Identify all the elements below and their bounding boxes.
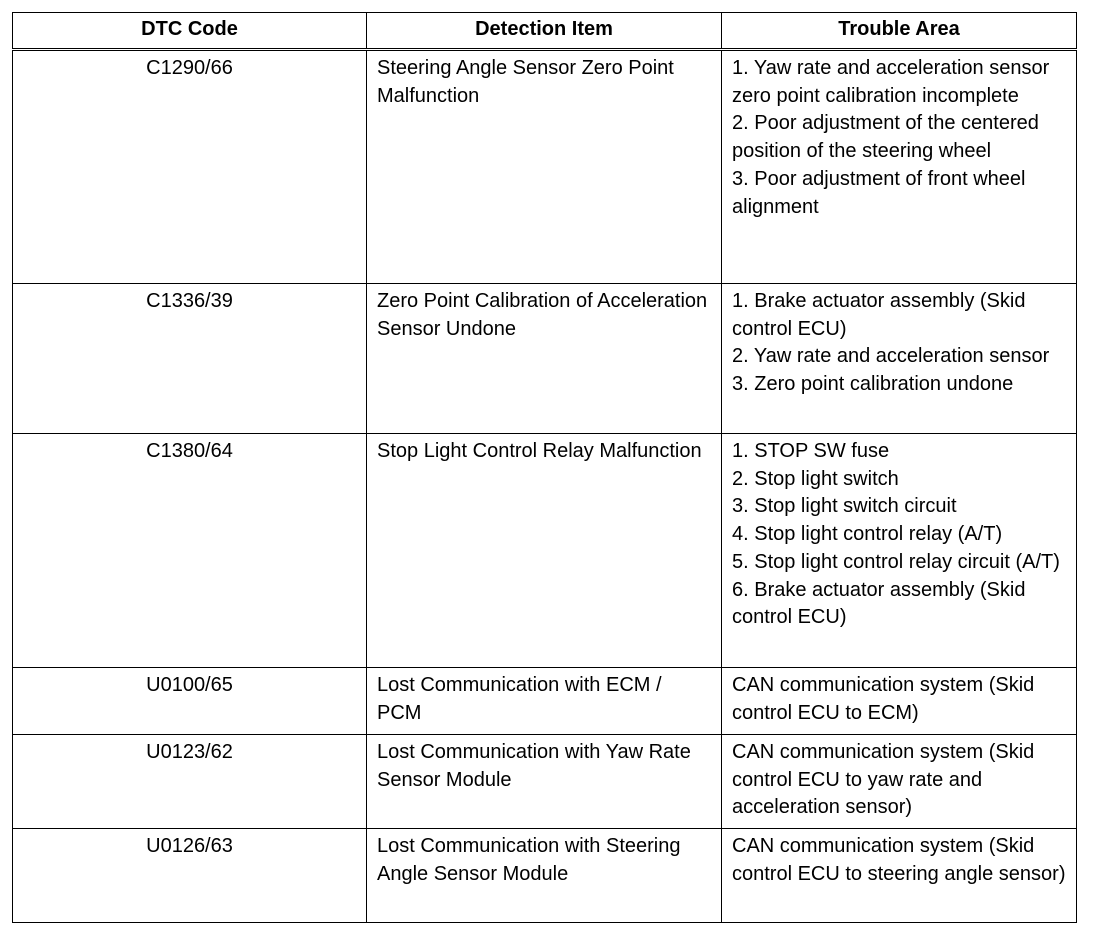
trouble-area-cell — [722, 668, 1077, 735]
trouble-area-line: 1. Yaw rate and acceleration sensor zero point calibration incomplete — [732, 57, 1050, 107]
detection-item-cell: Lost Communication with ECM / PCM — [367, 668, 722, 735]
trouble-area-line: CAN communication system (Skid control ECU to steering angle sensor) — [732, 835, 1066, 885]
detection-item-cell: Lost Communication with Yaw Rate Sensor Module — [367, 735, 722, 829]
detection-item-cell: Lost Communication with Steering Angle Sensor Module — [367, 829, 722, 923]
detection-item-cell: Zero Point Calibration of Acceleration Sensor Undone — [367, 284, 722, 434]
dtc-code-cell: U0123/62 — [13, 735, 367, 829]
trouble-area-line: CAN communication system (Skid control ECU to ECM) — [732, 674, 1035, 724]
trouble-area-cell — [722, 829, 1077, 923]
dtc-code-cell: C1380/64 — [13, 434, 367, 668]
trouble-area-cell — [722, 434, 1077, 668]
table-row — [13, 50, 1077, 284]
trouble-area-line: 2. Yaw rate and acceleration sensor — [732, 345, 1050, 368]
trouble-area-cell — [722, 735, 1077, 829]
trouble-area-line: 2. Stop light switch — [732, 467, 899, 490]
trouble-area-line: CAN communication system (Skid control ECU to yaw rate and acceleration sensor) — [732, 741, 1035, 819]
trouble-area-line: 3. Stop light switch circuit — [732, 495, 957, 518]
trouble-area-line: 2. Poor adjustment of the centered position of the steering wheel — [732, 112, 1039, 163]
dtc-code-cell: U0126/63 — [13, 829, 367, 923]
dtc-code-cell: C1336/39 — [13, 284, 367, 434]
table-row — [13, 829, 1077, 923]
detection-item-cell: Steering Angle Sensor Zero Point Malfunction — [367, 50, 722, 284]
trouble-area-line: 3. Zero point calibration undone — [732, 373, 1014, 396]
trouble-area-cell — [722, 50, 1077, 284]
trouble-area-cell — [722, 284, 1077, 434]
dtc-code-cell: U0100/65 — [13, 668, 367, 735]
trouble-area-line: 6. Brake actuator assembly (Skid control ECU) — [732, 578, 1026, 629]
header-trouble-area: Trouble Area — [722, 13, 1077, 50]
header-row — [13, 13, 1077, 50]
table-row — [13, 284, 1077, 434]
trouble-area-line: 4. Stop light control relay (A/T) — [732, 523, 1003, 546]
trouble-area-line: 3. Poor adjustment of front wheel alignment — [732, 167, 1026, 218]
table-row — [13, 668, 1077, 735]
header-dtc-code: DTC Code — [13, 13, 367, 50]
trouble-area-line: 5. Stop light control relay circuit (A/T) — [732, 550, 1060, 573]
table-row — [13, 434, 1077, 668]
trouble-area-line: 1. Brake actuator assembly (Skid control ECU) — [732, 290, 1026, 340]
detection-item-cell: Stop Light Control Relay Malfunction — [367, 434, 722, 668]
trouble-area-line: 1. STOP SW fuse — [732, 440, 890, 462]
header-detection-item: Detection Item — [367, 13, 722, 50]
table-row — [13, 735, 1077, 829]
dtc-table — [12, 12, 1077, 923]
dtc-code-cell: C1290/66 — [13, 50, 367, 284]
